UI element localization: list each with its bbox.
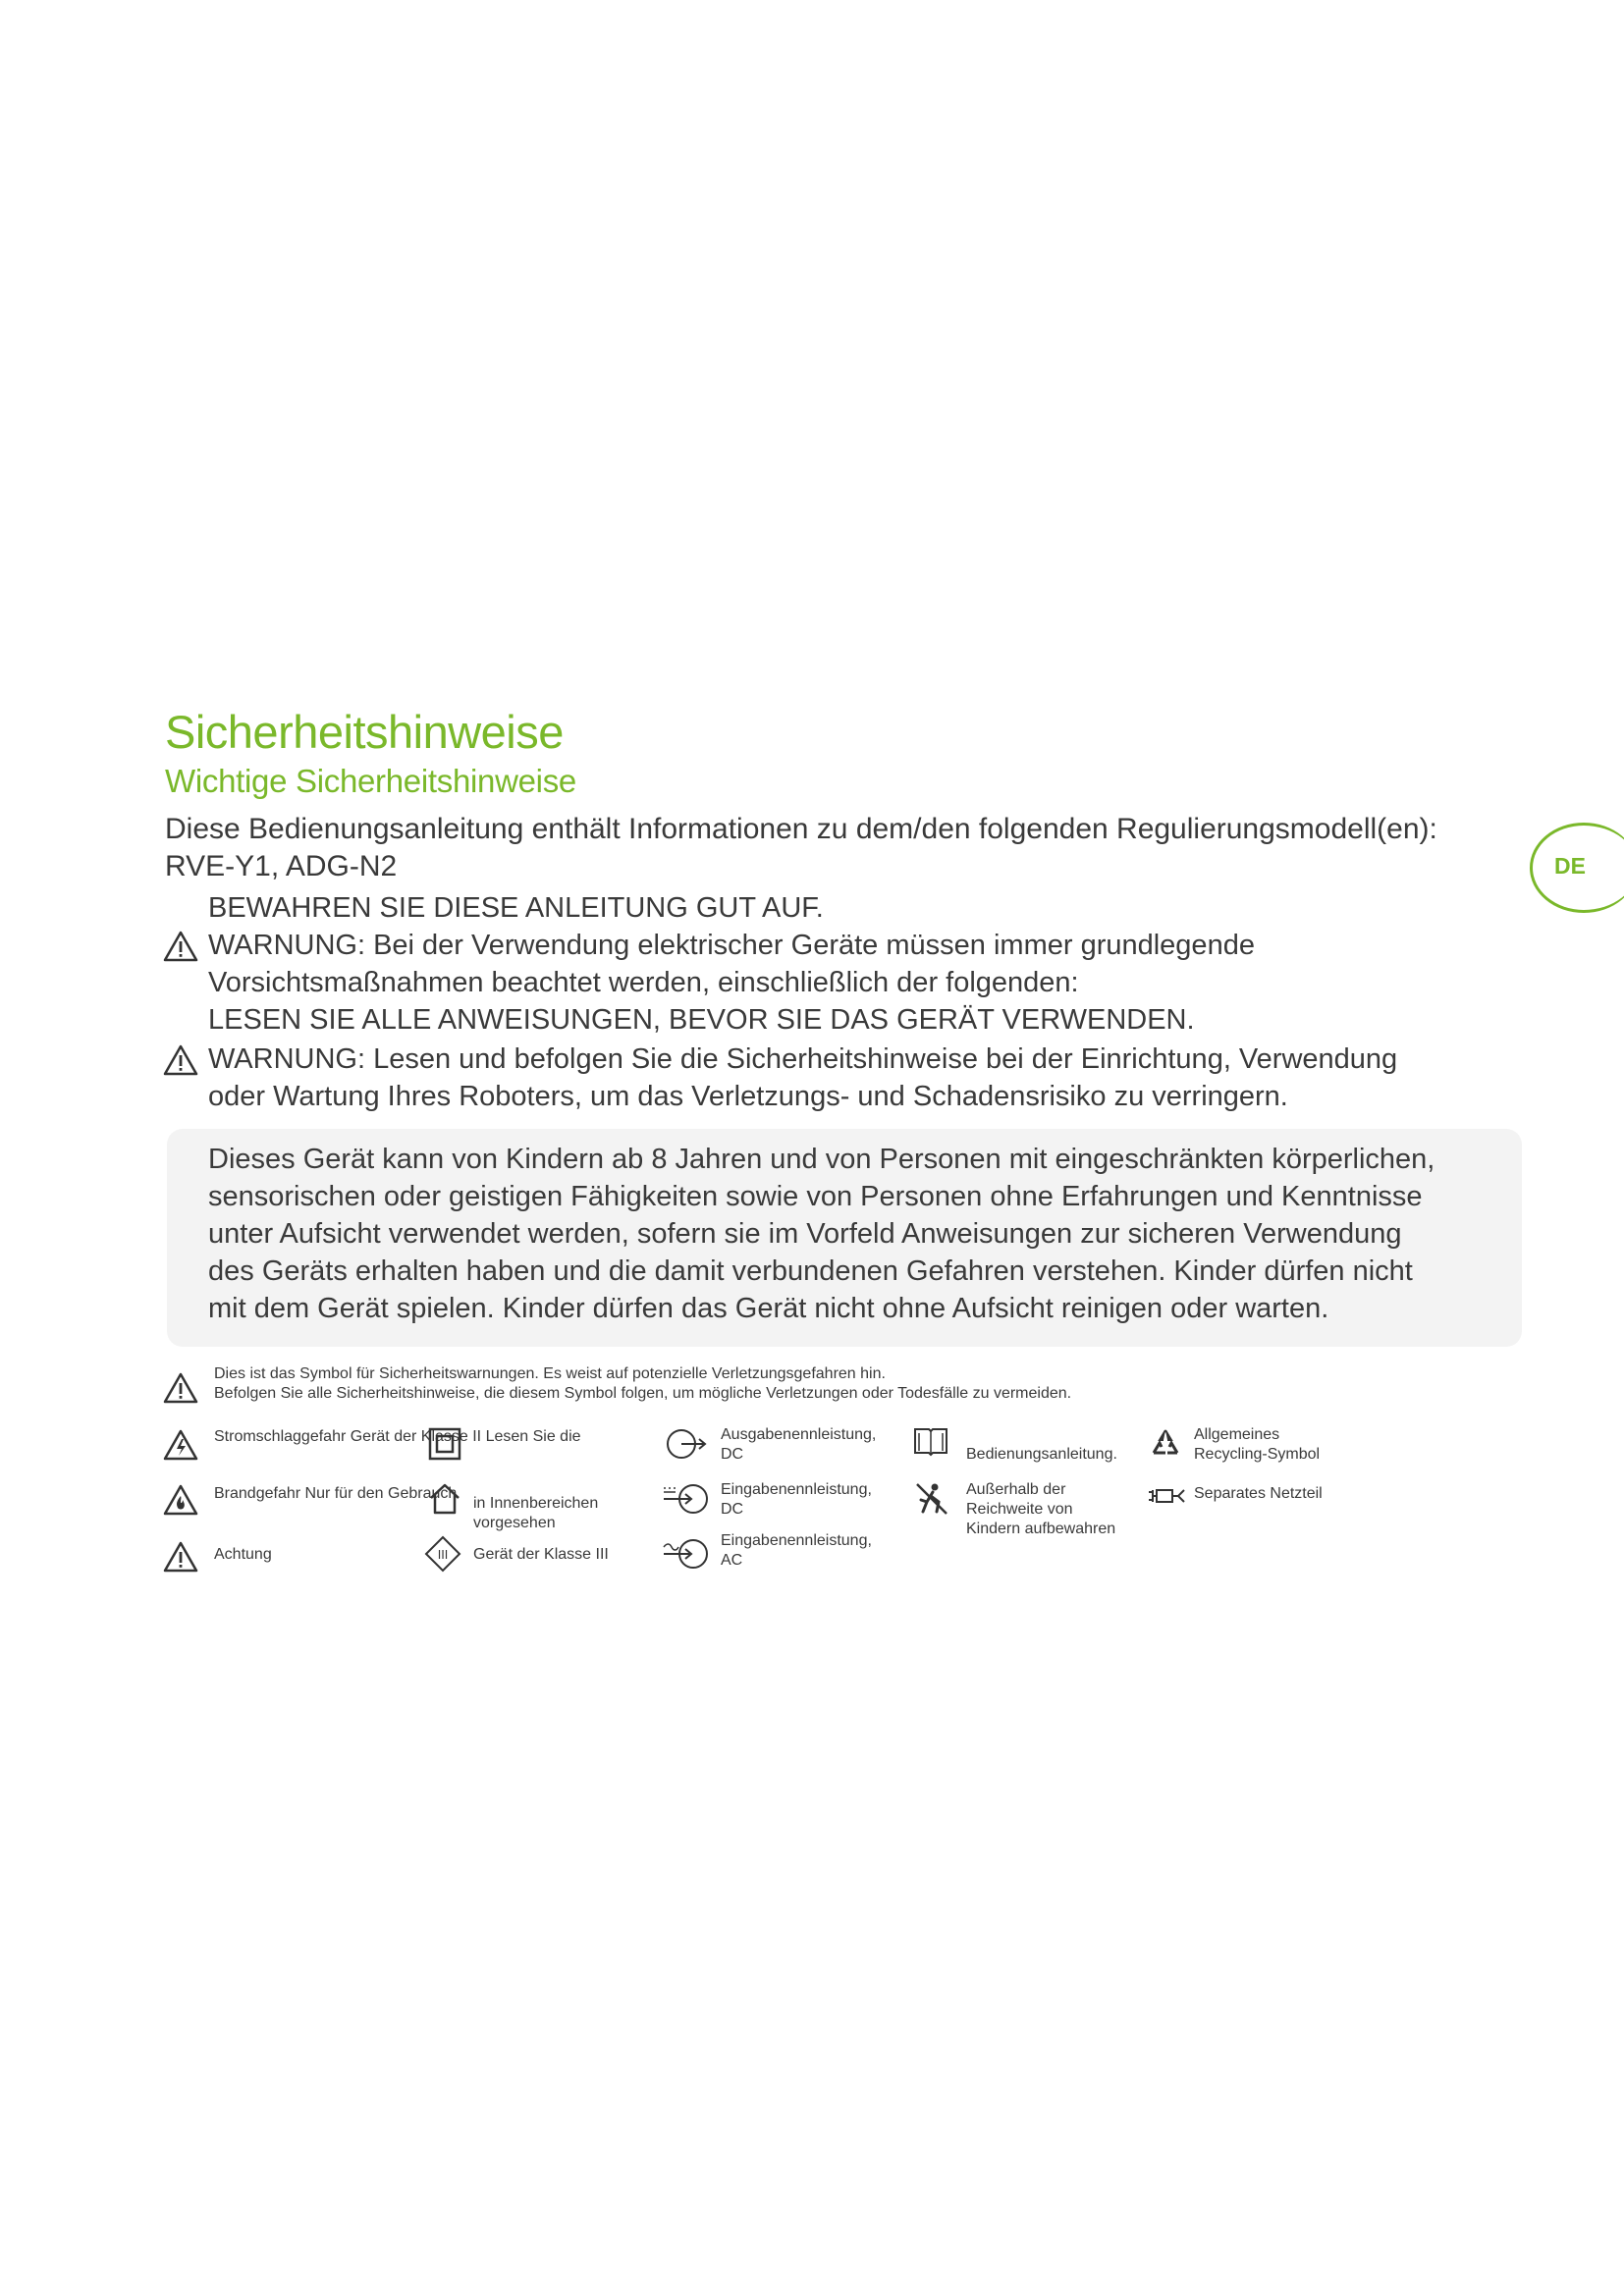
legend-manual: Bedienungsanleitung.	[966, 1446, 1117, 1463]
keep-instructions	[163, 889, 1397, 927]
legend-indoor-line-1: in Innenbereichen	[473, 1495, 599, 1512]
fire-hazard-icon	[163, 1484, 198, 1516]
intro-block	[165, 811, 1437, 885]
warning-triangle-icon	[163, 931, 198, 962]
notice-line: des Geräts erhalten haben und die damit verbundenen Gefahren verstehen. Kinder dürfen nicht	[208, 1255, 1413, 1287]
warning-triangle-icon	[163, 1541, 198, 1573]
warning-1-line-1: WARNUNG: Bei der Verwendung elektrischer Geräte müssen immer grundlegende	[208, 930, 1255, 961]
legend-class3: Gerät der Klasse III	[473, 1546, 609, 1563]
legend-input-dc	[721, 1480, 872, 1520]
legend-input-ac	[721, 1531, 872, 1571]
legend-output-dc	[721, 1425, 876, 1465]
indoor-use-icon	[428, 1482, 461, 1516]
language-tab-label: DE	[1554, 853, 1586, 879]
legend-intro-line-2: Befolgen Sie alle Sicherheitshinweise, die diesem Symbol folgen, um mögliche Verletzungen oder Todesfälle zu vermeiden.	[214, 1385, 1072, 1402]
children-notice-box	[167, 1129, 1522, 1347]
page-title: Sicherheitshinweise	[165, 706, 564, 758]
notice-line: sensorischen oder geistigen Fähigkeiten sowie von Personen ohne Erfahrungen und Kenntnisse	[208, 1181, 1423, 1212]
class-iii-icon	[424, 1535, 461, 1573]
legend-input-ac-line-2: AC	[721, 1552, 743, 1569]
symbol-legend	[163, 1364, 1400, 1590]
legend-children-line-2: Reichweite von	[966, 1501, 1073, 1518]
warning-triangle-icon	[163, 1372, 198, 1404]
input-dc-icon	[662, 1482, 711, 1516]
class-ii-icon	[428, 1427, 461, 1461]
legend-indoor	[473, 1494, 598, 1533]
legend-caution: Achtung	[214, 1546, 272, 1563]
keep-instructions-text: BEWAHREN SIE DIESE ANLEITUNG GUT AUF.	[208, 892, 824, 924]
legend-fire: Brandgefahr Nur für den Gebrauch	[214, 1485, 458, 1502]
power-supply-icon	[1147, 1486, 1186, 1506]
svg-text:III: III	[437, 1548, 449, 1562]
notice-line: mit dem Gerät spielen. Kinder dürfen das Gerät nicht ohne Aufsicht reinigen oder warten.	[208, 1293, 1329, 1324]
legend-shock: Stromschlaggefahr Gerät der Klasse II Lesen Sie die	[214, 1428, 581, 1445]
warning-1	[163, 927, 1397, 1039]
legend-output-dc-line-2: DC	[721, 1446, 744, 1463]
notice-line: Dieses Gerät kann von Kindern ab 8 Jahren und von Personen mit eingeschränkten körperlichen,	[208, 1144, 1435, 1175]
legend-children	[966, 1480, 1115, 1539]
electric-shock-icon	[163, 1429, 198, 1461]
legend-children-line-3: Kindern aufbewahren	[966, 1521, 1116, 1537]
legend-recycle-line-2: Recycling-Symbol	[1194, 1446, 1321, 1463]
legend-indoor-line-2: vorgesehen	[473, 1515, 556, 1531]
legend-psu: Separates Netzteil	[1194, 1485, 1323, 1502]
legend-recycle	[1194, 1425, 1320, 1465]
legend-recycle-line-1: Allgemeines	[1194, 1426, 1280, 1443]
intro-line-2: RVE-Y1, ADG-N2	[165, 850, 398, 882]
intro-line-1: Diese Bedienungsanleitung enthält Informationen zu dem/den folgenden Regulierungsmodell(en):	[165, 813, 1437, 845]
output-rating-icon	[662, 1427, 709, 1461]
recycling-icon	[1149, 1427, 1182, 1461]
warning-2	[163, 1041, 1397, 1115]
warning-1-line-3: LESEN SIE ALLE ANWEISUNGEN, BEVOR SIE DAS GERÄT VERWENDEN.	[208, 1004, 1195, 1036]
legend-intro	[214, 1364, 1071, 1404]
page-subtitle: Wichtige Sicherheitshinweise	[165, 763, 576, 799]
language-tab[interactable]	[1530, 823, 1624, 913]
keep-away-children-icon	[913, 1480, 950, 1518]
warning-triangle-icon	[163, 1044, 198, 1076]
warnings-block	[163, 889, 1397, 1115]
notice-line: unter Aufsicht verwendet werden, sofern sie im Vorfeld Anweisungen zur sicheren Verwendung	[208, 1218, 1402, 1250]
legend-output-dc-line-1: Ausgabenennleistung,	[721, 1426, 877, 1443]
legend-input-ac-line-1: Eingabenennleistung,	[721, 1532, 872, 1549]
input-ac-icon	[662, 1537, 711, 1571]
legend-children-line-1: Außerhalb der	[966, 1481, 1066, 1498]
warning-2-line-2: oder Wartung Ihres Roboters, um das Verletzungs- und Schadensrisiko zu verringern.	[208, 1081, 1288, 1112]
legend-input-dc-line-2: DC	[721, 1501, 744, 1518]
manual-book-icon	[911, 1425, 950, 1459]
legend-input-dc-line-1: Eingabenennleistung,	[721, 1481, 872, 1498]
legend-intro-line-1: Dies ist das Symbol für Sicherheitswarnungen. Es weist auf potenzielle Verletzungsgefahren hin.	[214, 1365, 886, 1382]
warning-1-line-2: Vorsichtsmaßnahmen beachtet werden, einschließlich der folgenden:	[208, 967, 1079, 998]
warning-2-line-1: WARNUNG: Lesen und befolgen Sie die Sicherheitshinweise bei der Einrichtung, Verwendung	[208, 1043, 1398, 1075]
